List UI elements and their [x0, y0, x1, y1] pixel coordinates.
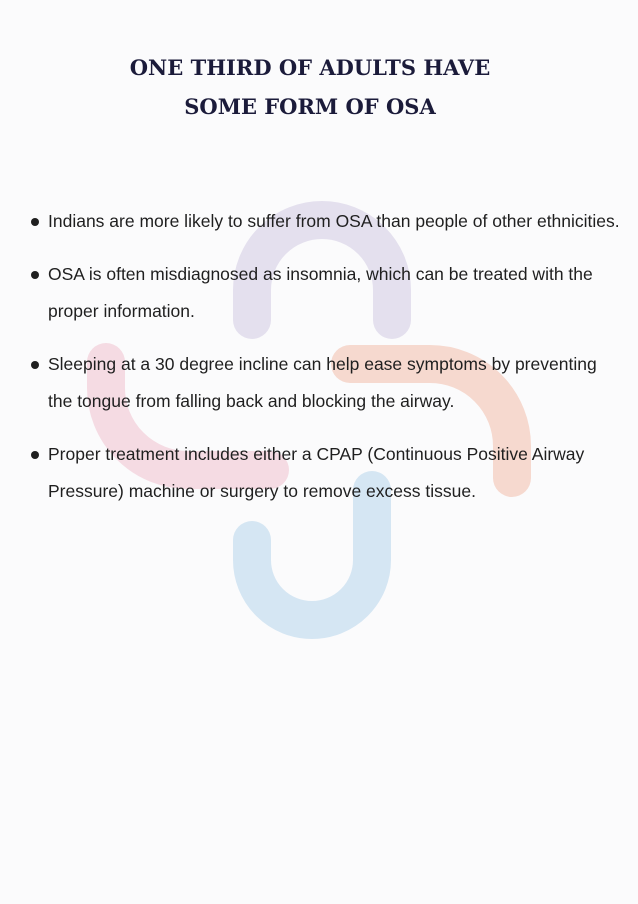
bullet-dot-icon — [31, 361, 39, 369]
fact-list — [48, 203, 623, 526]
list-item — [48, 346, 623, 420]
title-line-2: SOME FORM OF OSA — [184, 94, 436, 119]
bullet-dot-icon — [31, 218, 39, 226]
list-item — [48, 203, 623, 240]
page-title — [0, 48, 620, 126]
title-line-1: ONE THIRD OF ADULTS HAVE — [129, 55, 491, 80]
list-item — [48, 436, 623, 510]
list-item-text: OSA is often misdiagnosed as insomnia, which can be treated with the proper information. — [48, 264, 593, 321]
bullet-dot-icon — [31, 451, 39, 459]
list-item — [48, 256, 623, 330]
list-item-text: Sleeping at a 30 degree incline can help ease symptoms by preventing the tongue from falling back and blocking the airway. — [48, 354, 597, 411]
bullet-dot-icon — [31, 271, 39, 279]
list-item-text: Indians are more likely to suffer from OSA than people of other ethnicities. — [48, 211, 620, 231]
list-item-text: Proper treatment includes either a CPAP (Continuous Positive Airway Pressure) machine or surgery to remove excess tissue. — [48, 444, 585, 501]
